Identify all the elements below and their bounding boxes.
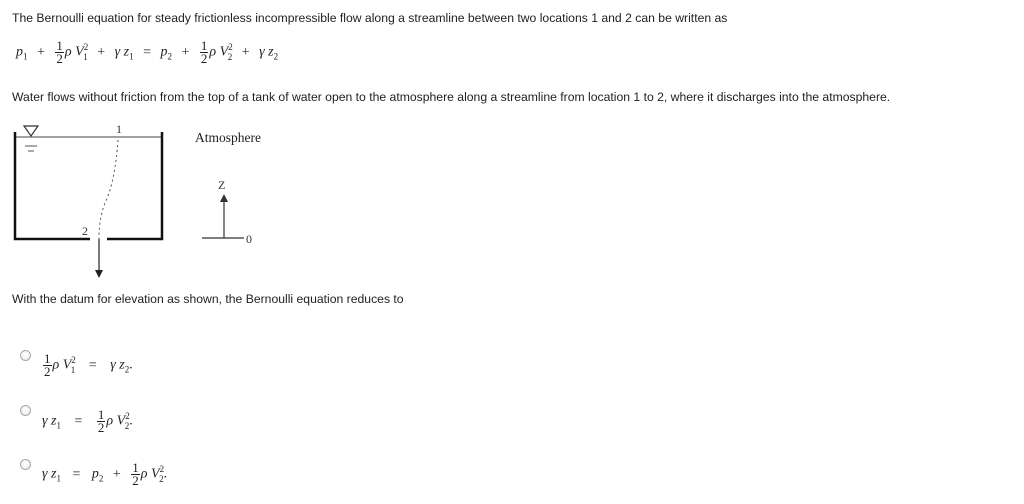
atmosphere-label: Atmosphere bbox=[195, 130, 261, 145]
axis-label-z: Z bbox=[218, 178, 226, 192]
datum-diagram bbox=[190, 122, 300, 248]
streamline bbox=[99, 140, 118, 239]
option-b-radio[interactable] bbox=[20, 405, 31, 416]
label-location-1: 1 bbox=[116, 122, 122, 136]
option-b-equation: γ $z_1$ = $\frac{1}{2}$ ρ $V^2_2$. bbox=[42, 407, 133, 435]
scenario-text: Water flows without friction from the top of a tank of water open to the atmosphere along a streamline from location 1 to 2, where it discharges into the atmosphere. bbox=[12, 90, 891, 104]
option-a-radio[interactable] bbox=[20, 350, 31, 361]
intro-text: The Bernoulli equation for steady frictionless incompressible flow along a streamline between two locations 1 and 2 can be written as bbox=[12, 11, 728, 25]
axis-label-zero: 0 bbox=[246, 232, 252, 246]
question-text: With the datum for elevation as shown, the Bernoulli equation reduces to bbox=[12, 292, 404, 306]
label-location-2: 2 bbox=[82, 224, 88, 238]
option-c-radio[interactable] bbox=[20, 459, 31, 470]
option-c-equation: γ $z_1 = p_2$ + $\frac{1}{2}$ ρ $V^2_2$. bbox=[42, 460, 168, 488]
bernoulli-equation: $p_1$ + $\frac{1}{2}$ ρ $V^2_1 + \gamma$ $z_1 = p_2$ + $\frac{1}{2}$ ρ $V^2_2 + \gamma$ $z_2$ bbox=[16, 38, 279, 66]
tank-left-wall bbox=[15, 132, 90, 239]
tank-right-wall bbox=[107, 132, 162, 239]
option-a-equation: $\frac{1}{2}$ ρ $V^2_1 = \gamma$ $z_2$. bbox=[44, 351, 133, 379]
water-level-symbol bbox=[24, 126, 38, 136]
